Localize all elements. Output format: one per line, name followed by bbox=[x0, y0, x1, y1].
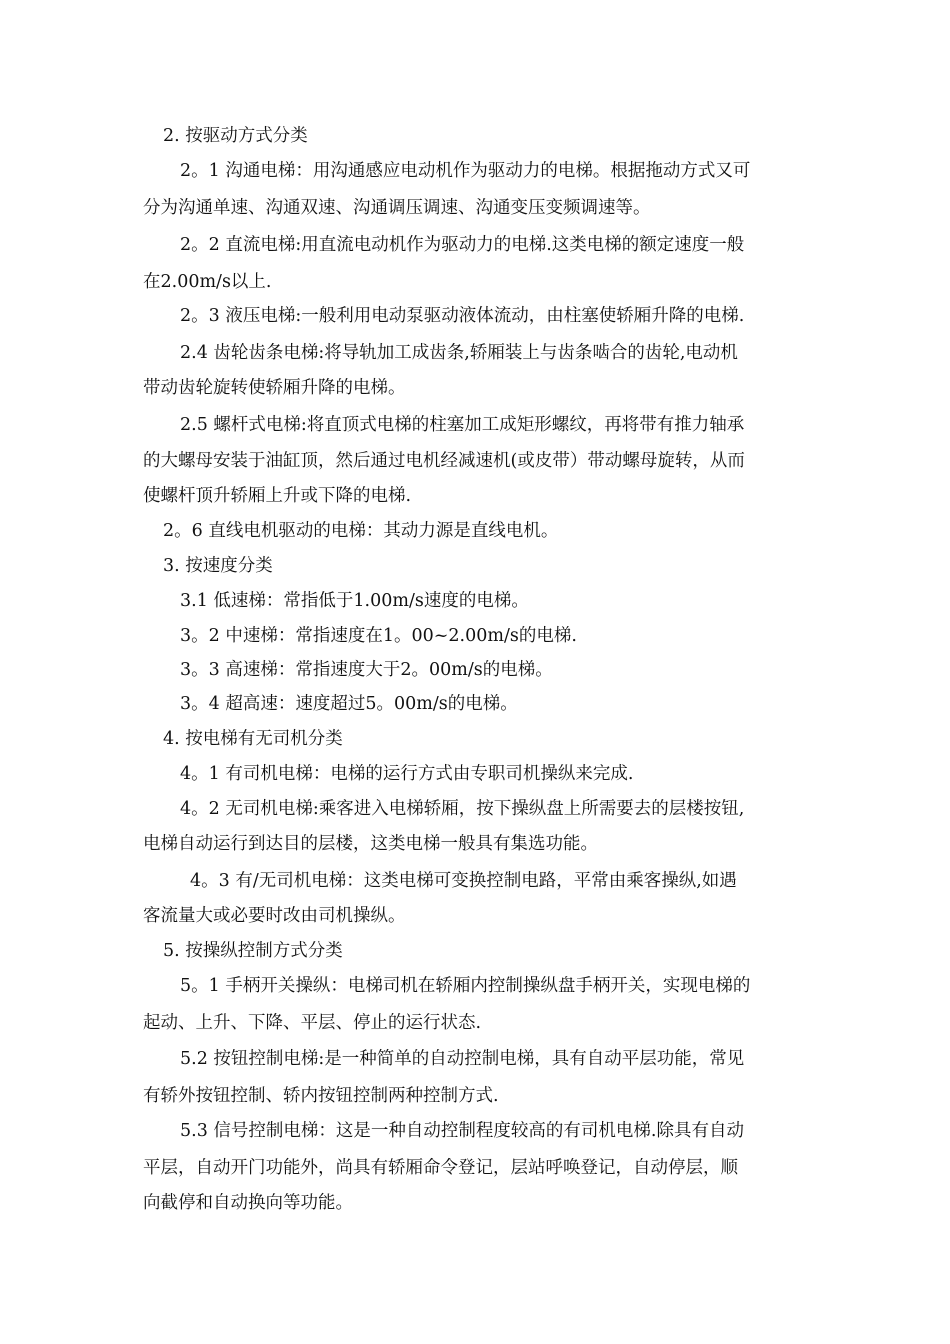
paragraph-line: 2.4 齿轮齿条电梯:将导轨加工成齿条,轿厢装上与齿条啮合的齿轮,电动机 bbox=[180, 343, 738, 363]
heading-control: 5. 按操纵控制方式分类 bbox=[163, 941, 343, 961]
paragraph-line: 5。1 手柄开关操纵：电梯司机在轿厢内控制操纵盘手柄开关，实现电梯的 bbox=[180, 976, 751, 996]
paragraph-line: 2.5 螺杆式电梯:将直顶式电梯的柱塞加工成矩形螺纹，再将带有推力轴承 bbox=[180, 415, 745, 435]
heading-driver: 4. 按电梯有无司机分类 bbox=[163, 729, 343, 749]
paragraph-line: 分为沟通单速、沟通双速、沟通调压调速、沟通变压变频调速等。 bbox=[143, 198, 651, 218]
paragraph-line: 带动齿轮旋转使轿厢升降的电梯。 bbox=[143, 378, 406, 398]
paragraph-line: 4。3 有/无司机电梯：这类电梯可变换控制电路，平常由乘客操纵,如遇 bbox=[190, 871, 737, 891]
paragraph-line: 客流量大或必要时改由司机操纵。 bbox=[143, 906, 406, 926]
paragraph-line: 平层，自动开门功能外，尚具有轿厢命令登记，层站呼唤登记，自动停层，顺 bbox=[143, 1158, 738, 1178]
paragraph-line: 5.2 按钮控制电梯:是一种简单的自动控制电梯，具有自动平层功能，常见 bbox=[180, 1049, 745, 1069]
paragraph-line: 起动、上升、下降、平层、停止的运行状态. bbox=[143, 1013, 482, 1033]
paragraph-line: 2。1 沟通电梯：用沟通感应电动机作为驱动力的电梯。根据拖动方式又可 bbox=[180, 161, 751, 181]
paragraph-line: 3.1 低速梯：常指低于1.00m/s速度的电梯。 bbox=[180, 591, 529, 611]
paragraph-line: 2。6 直线电机驱动的电梯：其动力源是直线电机。 bbox=[163, 521, 559, 541]
paragraph-line: 4。2 无司机电梯:乘客进入电梯轿厢，按下操纵盘上所需要去的层楼按钮, bbox=[180, 799, 745, 819]
paragraph-line: 4。1 有司机电梯：电梯的运行方式由专职司机操纵来完成. bbox=[180, 764, 634, 784]
paragraph-line: 3。3 高速梯：常指速度大于2。00m/s的电梯。 bbox=[180, 660, 553, 680]
paragraph-line: 在2.00m/s以上. bbox=[143, 272, 272, 292]
heading-speed: 3. 按速度分类 bbox=[163, 556, 273, 576]
paragraph-line: 有轿外按钮控制、轿内按钮控制两种控制方式. bbox=[143, 1086, 499, 1106]
paragraph-line: 2。2 直流电梯:用直流电动机作为驱动力的电梯.这类电梯的额定速度一般 bbox=[180, 235, 745, 255]
heading-drive-method: 2. 按驱动方式分类 bbox=[163, 126, 308, 146]
paragraph-line: 的大螺母安装于油缸顶，然后通过电机经减速机(或皮带）带动螺母旋转，从而 bbox=[143, 451, 745, 471]
paragraph-line: 电梯自动运行到达目的层楼，这类电梯一般具有集选功能。 bbox=[143, 834, 598, 854]
paragraph-line: 5.3 信号控制电梯：这是一种自动控制程度较高的有司机电梯.除具有自动 bbox=[180, 1121, 744, 1141]
paragraph-line: 向截停和自动换向等功能。 bbox=[143, 1193, 353, 1213]
paragraph-line: 3。2 中速梯：常指速度在1。00~2.00m/s的电梯. bbox=[180, 626, 577, 646]
paragraph-line: 使螺杆顶升轿厢上升或下降的电梯. bbox=[143, 486, 412, 506]
paragraph-line: 2。3 液压电梯:一般利用电动泵驱动液体流动，由柱塞使轿厢升降的电梯. bbox=[180, 306, 745, 326]
paragraph-line: 3。4 超高速：速度超过5。00m/s的电梯。 bbox=[180, 694, 518, 714]
